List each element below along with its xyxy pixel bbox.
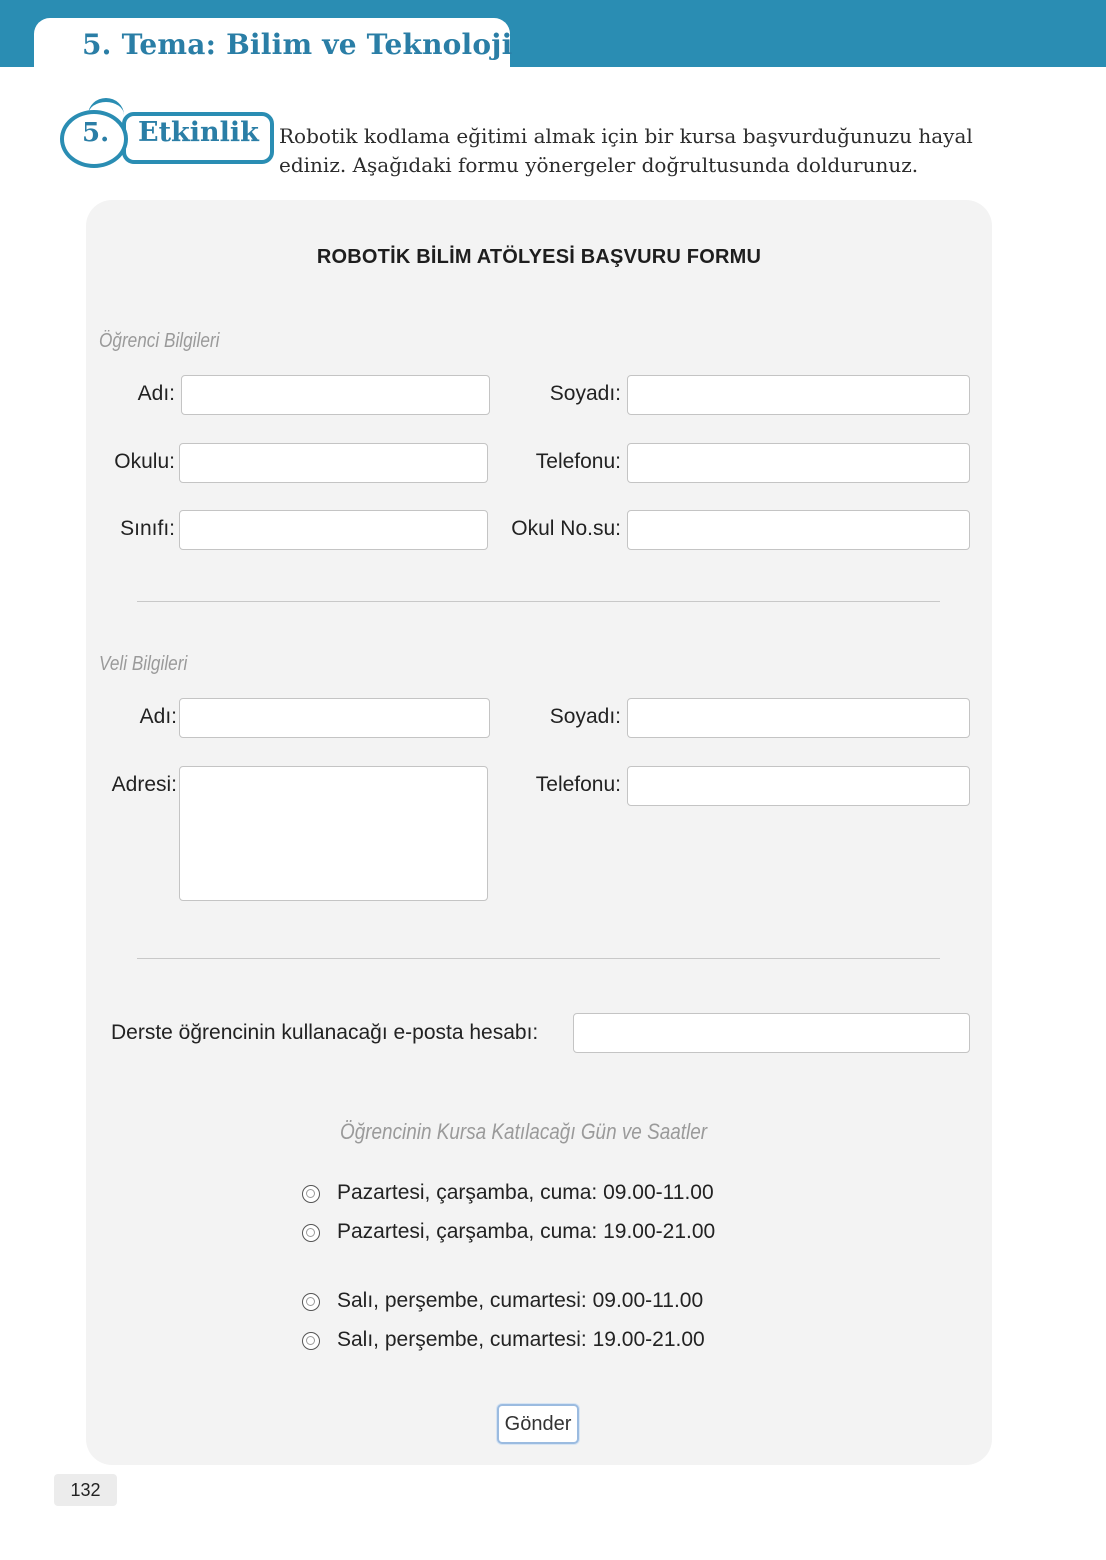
parent-last-name-input[interactable] <box>627 698 970 738</box>
student-grade-input[interactable] <box>179 510 488 550</box>
schedule-option-label: Pazartesi, çarşamba, cuma: 19.00-21.00 <box>337 1220 716 1243</box>
radio-button-icon[interactable] <box>302 1293 320 1311</box>
radio-button-icon[interactable] <box>302 1332 320 1350</box>
student-grade-label: Sınıfı: <box>120 517 175 540</box>
parent-phone-label: Telefonu: <box>535 773 621 796</box>
activity-number: 5. <box>82 118 110 148</box>
parent-address-label: Adresi: <box>111 773 177 796</box>
student-phone-label: Telefonu: <box>535 450 621 473</box>
activity-label: Etkinlik <box>138 117 259 148</box>
parent-phone-input[interactable] <box>627 766 970 806</box>
student-section-heading: Öğrenci Bilgileri <box>99 330 220 352</box>
parent-address-textarea[interactable] <box>179 766 488 901</box>
student-first-name-input[interactable] <box>181 375 490 415</box>
section-divider <box>137 958 940 959</box>
instruction-line-1: Robotik kodlama eğitimi almak için bir kursa başvurduğunuzu hayal <box>279 124 973 148</box>
parent-last-name-label: Soyadı: <box>549 705 621 728</box>
schedule-option-label: Salı, perşembe, cumartesi: 19.00-21.00 <box>337 1328 705 1351</box>
radio-button-icon[interactable] <box>302 1224 320 1242</box>
student-last-name-label: Soyadı: <box>549 382 621 405</box>
submit-button[interactable]: Gönder <box>497 1404 579 1444</box>
student-phone-input[interactable] <box>627 443 970 483</box>
page-number: 132 <box>54 1474 117 1506</box>
schedule-option-label: Salı, perşembe, cumartesi: 09.00-11.00 <box>337 1289 704 1312</box>
radio-button-icon[interactable] <box>302 1185 320 1203</box>
activity-instruction <box>279 122 1039 180</box>
student-first-name-label: Adı: <box>137 382 175 405</box>
instruction-line-2: ediniz. Aşağıdaki formu yönergeler doğrultusunda doldurunuz. <box>279 153 919 177</box>
parent-section-heading: Veli Bilgileri <box>99 653 188 675</box>
activity-badge <box>58 98 274 168</box>
schedule-heading: Öğrencinin Kursa Katılacağı Gün ve Saatler <box>340 1119 708 1144</box>
email-input[interactable] <box>573 1013 970 1053</box>
student-school-label: Okulu: <box>114 450 175 473</box>
parent-first-name-label: Adı: <box>139 705 177 728</box>
form-title: ROBOTİK BİLİM ATÖLYESİ BAŞVURU FORMU <box>316 246 762 268</box>
parent-first-name-input[interactable] <box>179 698 490 738</box>
student-last-name-input[interactable] <box>627 375 970 415</box>
student-school-input[interactable] <box>179 443 488 483</box>
email-label: Derste öğrencinin kullanacağı e-posta hesabı: <box>111 1021 539 1044</box>
section-divider <box>137 601 940 602</box>
theme-title: 5. Tema: Bilim ve Teknoloji <box>82 28 513 61</box>
schedule-option-label: Pazartesi, çarşamba, cuma: 09.00-11.00 <box>337 1181 714 1204</box>
student-school-no-input[interactable] <box>627 510 970 550</box>
student-school-no-label: Okul No.su: <box>511 517 621 540</box>
